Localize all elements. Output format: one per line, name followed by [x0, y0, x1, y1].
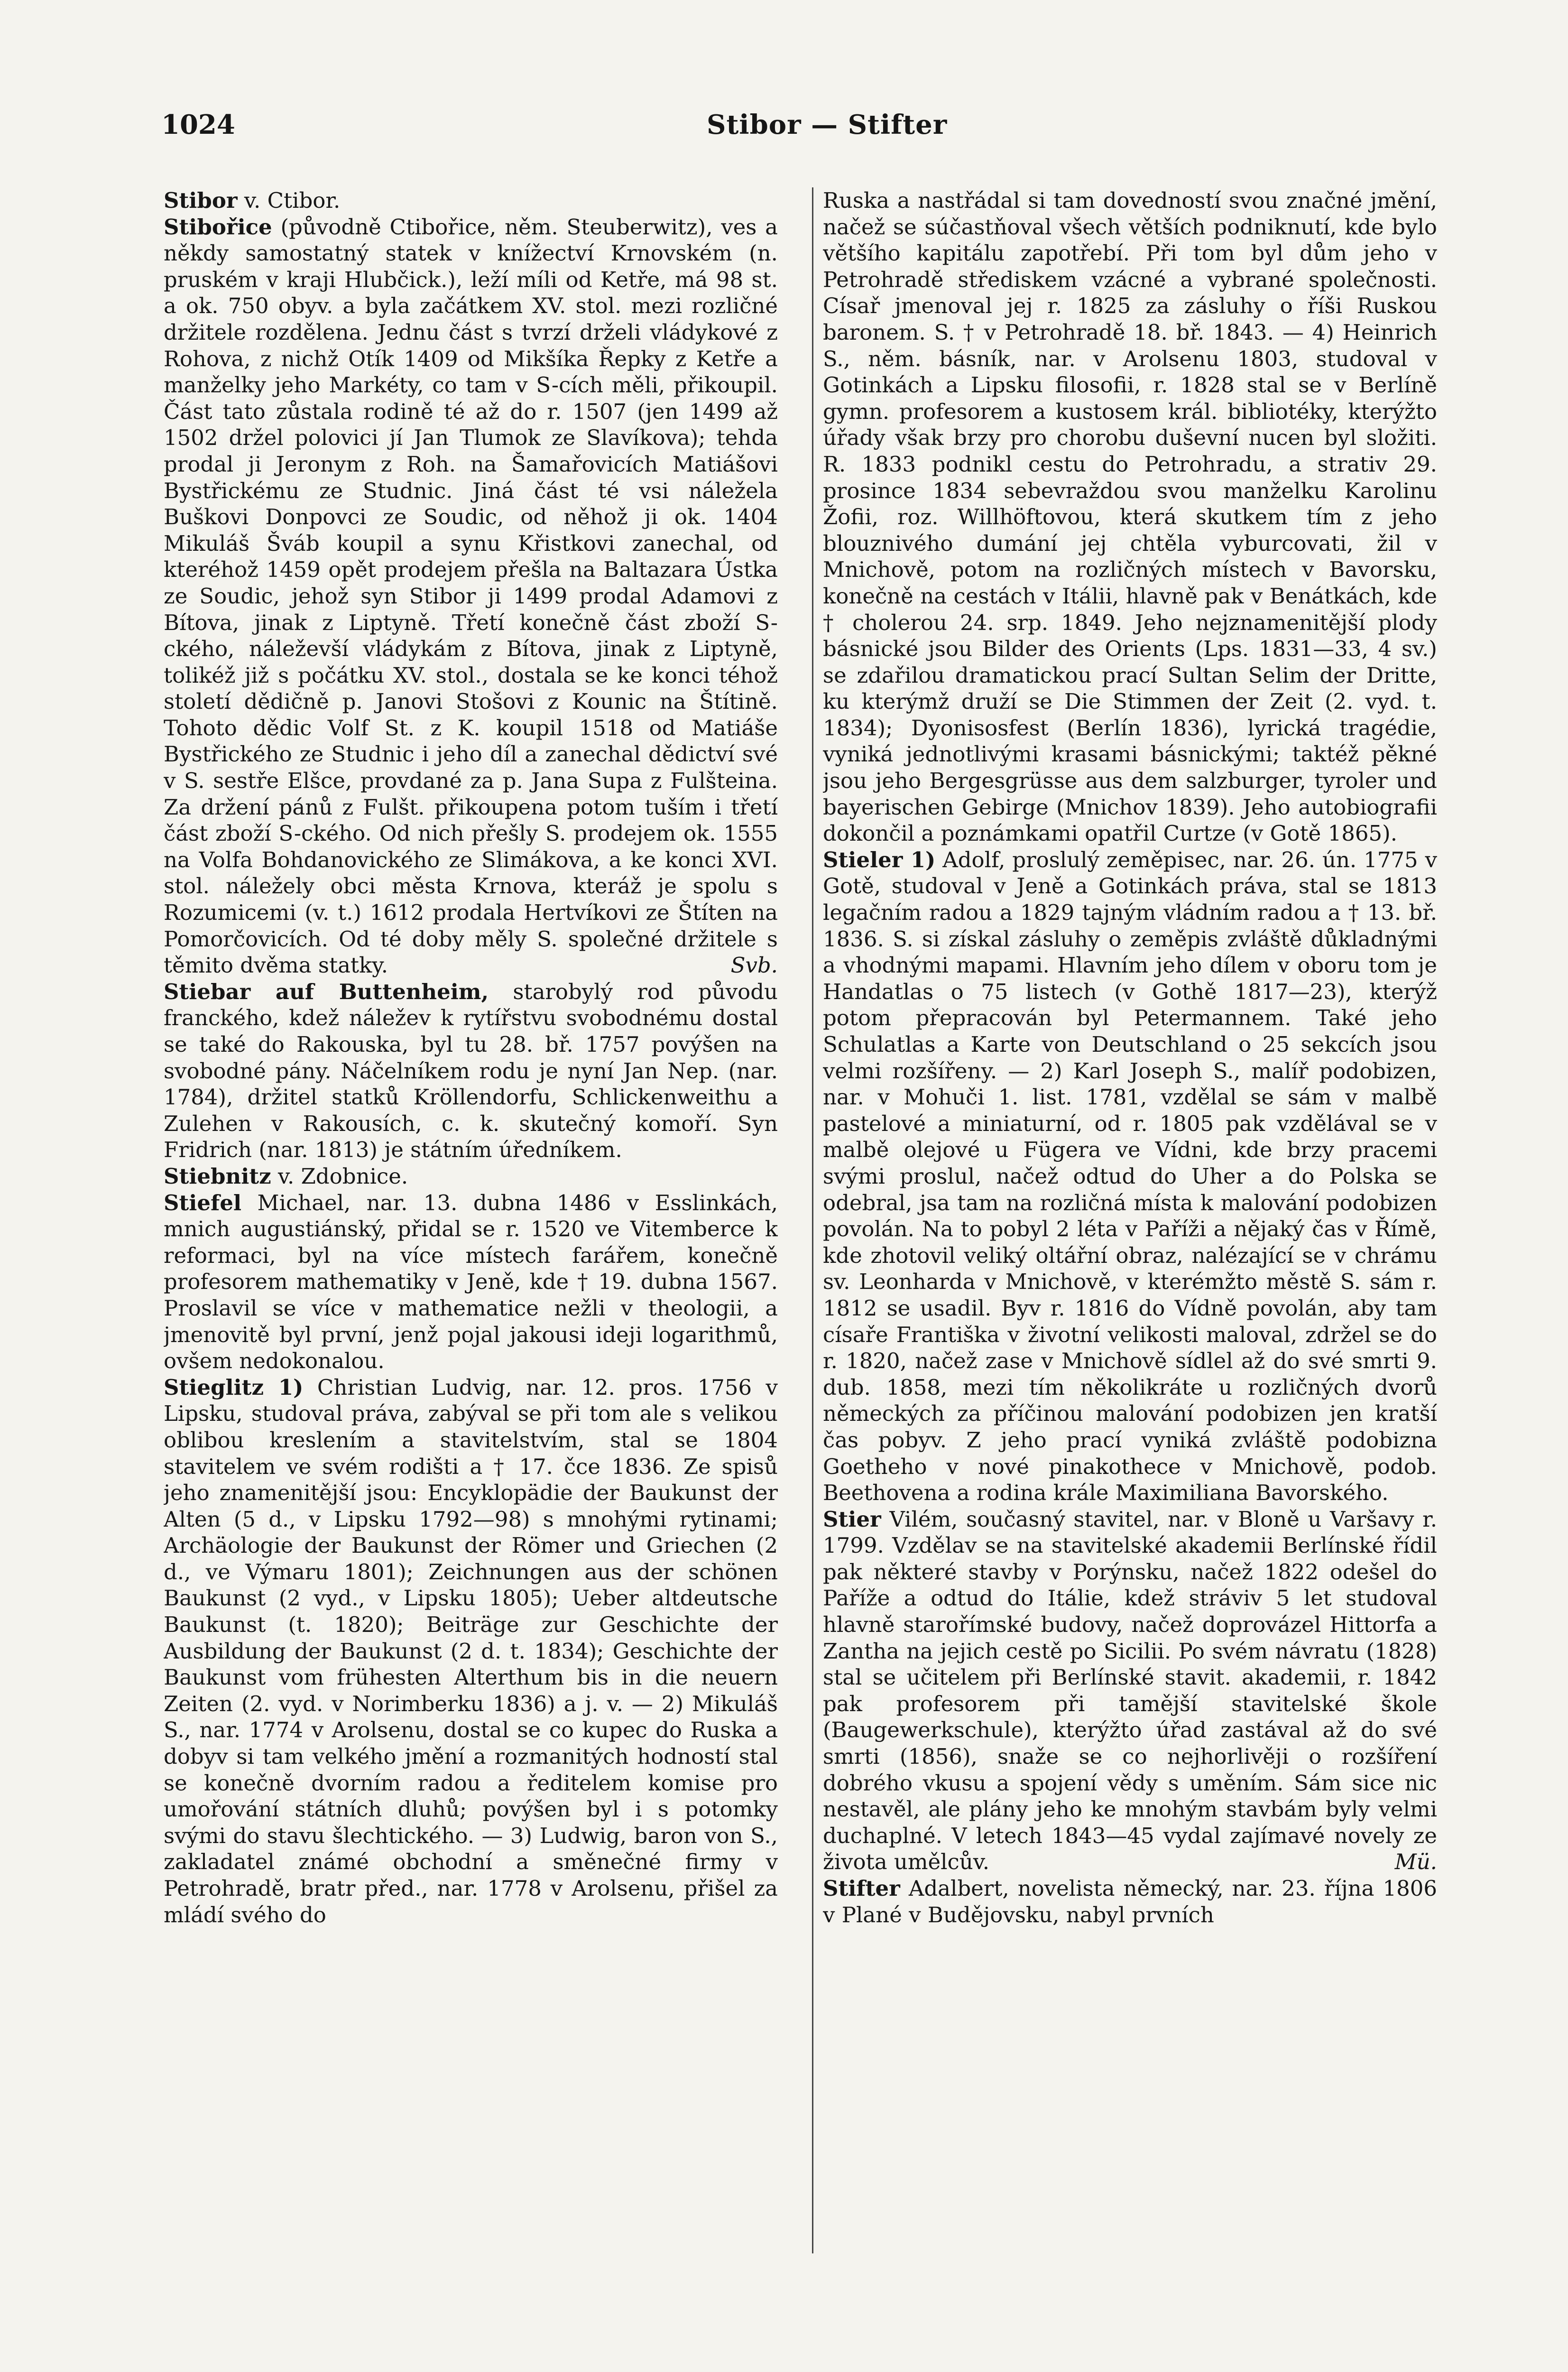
entry-headword: Stier [823, 1506, 881, 1532]
page-number: 1024 [161, 109, 235, 140]
entry-stiborice [164, 214, 778, 979]
entry-stier [823, 1506, 1437, 1875]
author-signature: Svb. [730, 953, 778, 978]
entry-text: Adalbert, novelista německý, nar. 23. října 1806 v Plané v Budějovsku, nabyl prvních [823, 1876, 1437, 1927]
column-divider [812, 187, 813, 2253]
entry-stiefel [164, 1190, 778, 1374]
entry-stieler [823, 847, 1437, 1506]
entry-headword: Stieglitz 1) [164, 1374, 304, 1400]
entry-text: Ruska a nastřádal si tam dovedností svou značné jmění, načež se súčastňoval všech větších podniknutí, kde bylo většího kapitálu zapotřebí. Při tom byl dům jeho v Petrohradě střediskem vzácné a vybrané společnosti. Císař jmenoval jej r. 1825 za zásluhy o říši Ruskou baronem. S. † v Petrohradě 18. bř. 1843. — 4) Heinrich S., něm. básník, nar. v Arolsenu 1803, studoval v Gotinkách a Lipsku filosofii, r. 1828 stal se v Berlíně gymn. profesorem a kustosem král. bibliotéky, kterýžto úřady však brzy pro chorobu duševní nucen byl složiti. R. 1833 podnikl cestu do Petrohradu, a strativ 29. prosince 1834 sebevraždou svou manželku Karolinu Žofii, roz. Willhöftovou, která skutkem tím z jeho blouznivého dumání jej chtěla vyburcovati, žil v Mnichově, potom na rozličných místech v Bavorsku, konečně na cestách v Itálii, hlavně pak v Benátkách, kde † cholerou 24. srp. 1849. Jeho nejznamenitější plody básnické jsou Bilder des Orients (Lps. 1831—33, 4 sv.) se zdařilou dramatickou prací Sultan Selim der Dritte, ku kterýmž druží se Die Stimmen der Zeit (2. vyd. t. 1834); Dyonisosfest (Berlín 1836), lyrická tragédie, vyniká jednotlivými krasami básnickými; taktéž pěkné jsou jeho Bergesgrüsse aus dem salzburger, tyroler und bayerischen Gebirge (Mnichov 1839). Jeho autobiografii dokončil a poznámkami opatřil Curtze (v Gotě 1865). [823, 188, 1437, 846]
entry-stieglitz [164, 1374, 778, 1928]
entry-stiebar [164, 979, 778, 1163]
entry-headword: Stiefel [164, 1190, 242, 1215]
running-head: Stibor — Stifter [707, 109, 948, 140]
entry-text: starobylý rod původu franckého, kdež náležev k rytířstvu svobodnému dostal se také do Rakouska, byl tu 28. bř. 1757 povýšen na svobodné pány. Náčelníkem rodu je nyní Jan Nep. (nar. 1784), držitel statků Kröllendorfu, Schlickenweithu a Zulehen v Rakousích, c. k. skutečný komoří. Syn Fridrich (nar. 1813) je státním úředníkem. [164, 979, 778, 1163]
entry-headword: Stieler 1) [823, 847, 936, 872]
entry-text: v. Zdobnice. [277, 1163, 408, 1189]
entry-headword: Stifter [823, 1876, 900, 1901]
entry-stifter [823, 1875, 1437, 1928]
entry-headword: Stibořice [164, 214, 272, 240]
entry-stieglitz-continued [823, 187, 1437, 847]
entry-text: v. Ctibor. [244, 188, 341, 213]
entry-stibor [164, 187, 778, 214]
entry-headword: Stiebnitz [164, 1163, 271, 1189]
entry-text: Vilém, současný stavitel, nar. v Bloně u Varšavy r. 1799. Vzdělav se na stavitelské akademii Berlínské řídil pak některé stavby v Porýnsku, načež 1822 odešel do Paříže a odtud do Itálie, kdež stráviv 5 let studoval hlavně starořímské budovy, načež doprovázel Hittorfa a Zantha na jejich cestě po Sicilii. Po svém návratu (1828) stal se učitelem při Berlínské stavit. akademii, r. 1842 pak profesorem při tamější stavitelské škole (Baugewerkschule), kterýžto úřad zastával až do své smrti (1856), snaže se co nejhorlivěji o rozšíření dobrého vkusu a spojení vědy s uměním. Sám sice nic nestavěl, ale plány jeho ke mnohým stavbám byly velmi duchaplné. V letech 1843—45 vydal zajímavé novely ze života umělcův. [823, 1506, 1437, 1875]
entry-headword: Stiebar auf Buttenheim, [164, 979, 489, 1004]
left-column [164, 187, 778, 2256]
page-header [161, 109, 1404, 147]
entry-headword: Stibor [164, 188, 238, 213]
entry-text: Adolf, proslulý zeměpisec, nar. 26. ún. 1775 v Gotě, studoval v Jeně a Gotinkách práva, stal se 1813 legačním radou a 1829 tajným vládním radou a † 13. bř. 1836. S. si získal zásluhy o zeměpis zvláště důkladnými a vhodnými mapami. Hlavním jeho dílem v oboru tom je Handatlas o 75 listech (v Gothě 1817—23), kterýž potom přepracován byl Petermannem. Také jeho Schulatlas a Karte von Deutschland o 25 sekcích jsou velmi rozšířeny. — 2) Karl Joseph S., malíř podobizen, nar. v Mohuči 1. list. 1781, vzdělal se sám v malbě pastelové a miniaturní, od r. 1805 pak vzdělával se v malbě olejové u Fügera ve Vídni, kde brzy pracemi svými proslul, načež odtud do Uher a do Polska se odebral, jsa tam na rozličná místa k malování podobizen povolán. Na to pobyl 2 léta v Paříži a nějaký čas v Římě, kde zhotovil veliký oltářní obraz, nalézající se v chrámu sv. Leonharda v Mnichově, v kterémžto městě S. sám r. 1812 se usadil. Byv r. 1816 do Vídně povolán, aby tam císaře Františka v životní velikosti maloval, zdržel se do r. 1820, načež zase v Mnichově sídlel až do své smrti 9. dub. 1858, mezi tím několikráte u rozličných dvorů německých za příčinou malování podobizen jen kratší čas pobyv. Z jeho prací vyniká zvláště podobizna Goetheho v nové pinakothece v Mnichově, podob. Beethovena a rodina krále Maximiliana Bavorského. [823, 847, 1437, 1506]
entry-text: Christian Ludvig, nar. 12. pros. 1756 v Lipsku, studoval práva, zabýval se při tom ale s velikou oblibou kreslením a stavitelstvím, stal se 1804 stavitelem ve svém rodišti a † 17. čce 1836. Ze spisů jeho znamenitější jsou: Encyklopädie der Baukunst der Alten (5 d., v Lipsku 1792—98) s mnohými rytinami; Archäologie der Baukunst der Römer und Griechen (2 d., ve Výmaru 1801); Zeichnungen aus der schönen Baukunst (2 vyd., v Lipsku 1805); Ueber altdeutsche Baukunst (t. 1820); Beiträge zur Geschichte der Ausbildung der Baukunst (2 d. t. 1834); Geschichte der Baukunst vom frühesten Alterthum bis in die neuern Zeiten (2. vyd. v Norimberku 1836) a j. v. — 2) Mikuláš S., nar. 1774 v Arolsenu, dostal se co kupec do Ruska a dobyv si tam velkého jmění a rozmanitých hodností stal se konečně dvorním radou a ředitelem komise pro umořování státních dluhů; povýšen byl i s potomky svými do stavu šlechtického. — 3) Ludwig, baron von S., zakladatel známé obchodní a směnečné firmy v Petrohradě, bratr před., nar. 1778 v Arolsenu, přišel za mládí svého do [164, 1374, 778, 1927]
author-signature: Mü. [1394, 1849, 1437, 1875]
entry-stiebnitz [164, 1163, 778, 1190]
right-column [823, 187, 1437, 2256]
entry-text: Michael, nar. 13. dubna 1486 v Esslinkách, mnich augustiánský, přidal se r. 1520 ve Vitemberce k reformaci, byl na více místech farářem, konečně profesorem mathematiky v Jeně, kde † 19. dubna 1567. Proslavil se více v mathematice nežli v theologii, a jmenovitě byl první, jenž pojal jakousi ideji logarithmů, ovšem nedokonalou. [164, 1190, 778, 1374]
entry-text: (původně Ctibořice, něm. Steuberwitz), ves a někdy samostatný statek v knížectví Krnovském (n. pruském v kraji Hlubčick.), leží míli od Ketře, má 98 st. a ok. 750 obyv. a byla začátkem XV. stol. mezi rozličné držitele rozdělena. Jednu část s tvrzí drželi vládykové z Rohova, z nichž Otík 1409 od Mikšíka Řepky z Ketře a manželky jeho Markéty, co tam v S-cích měli, přikoupil. Část tato zůstala rodině té až do r. 1507 (jen 1499 až 1502 držel polovici jí Jan Tlumok ze Slavíkova); tehda prodal ji Jeronym z Roh. na Šamařovicích Matiášovi Bystřickému ze Studnic. Jiná část té vsi náležela Buškovi Donpovci ze Soudic, od něhož ji ok. 1404 Mikuláš Šváb koupil a synu Křistkovi zanechal, od kteréhož 1459 opět prodejem přešla na Baltazara Ústka ze Soudic, jehož syn Stibor ji 1499 prodal Adamovi z Bítova, jinak z Liptyně. Třetí konečně část zboží S-ckého, náleževší vládykám z Bítova, jinak z Liptyně, tolikéž již s počátku XV. stol., dostala se ke konci téhož století dědičně p. Janovi Stošovi z Kounic na Štítině. Tohoto dědic Volf St. z K. koupil 1518 od Matiáše Bystřického ze Studnic i jeho díl a zanechal dědictví své v S. sestře Elšce, provdané za p. Jana Supa z Fulšteina. Za držení pánů z Fulšt. přikoupena potom tuším i třetí část zboží S-ckého. Od nich přešly S. prodejem ok. 1555 na Volfa Bohdanovického ze Slimákova, a ke konci XVI. stol. náležely obci města Krnova, kteráž je spolu s Rozumicemi (v. t.) 1612 prodala Hertvíkovi ze Štíten na Pomorčovicích. Od té doby měly S. společné držitele s těmito dvěma statky. [164, 214, 778, 978]
